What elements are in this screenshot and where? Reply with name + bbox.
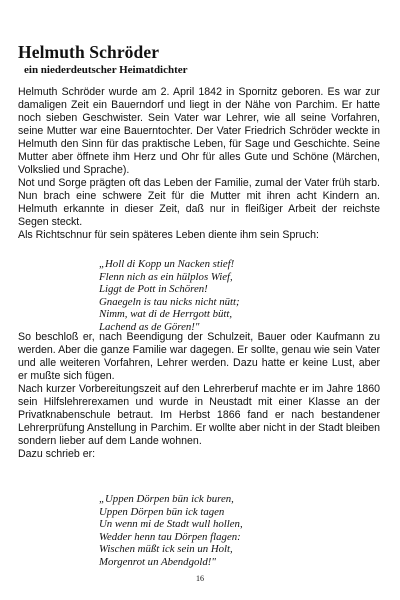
poem-line: Flenn nich as ein hülplos Wief,: [99, 270, 233, 283]
poem-line: Morgenrot un Abendgold!": [99, 555, 216, 568]
poem-line: Nimm, wat di de Herrgott bütt,: [99, 308, 233, 321]
poem-line: Gnaegeln is tau nicks nicht nütt;: [99, 295, 240, 308]
poem-line: „Holl di Kopp un Nacken stief!: [99, 258, 235, 270]
paragraph-poem-intro: Dazu schrieb er:: [18, 448, 96, 460]
poem-line: Wischen müßt ick sein un Holt,: [99, 543, 233, 556]
poem-line: Lachend as de Gören!": [99, 320, 200, 333]
paragraph-teacher-training: Nach kurzer Vorbereitungszeit auf den Lehrerberuf machte er im Jahre 1860 sein Hilfslehrerexamen und wurde in Neustadt mit einer Klasse an der Privatknabenschule betraut. Im Herbst 1866 fand er nach bestandener Lehrerprüfung Anstellung in Parchim. Er wollte aber nicht in der Stadt bleiben sondern lieber auf dem Lande wohnen.: [18, 383, 380, 447]
page-number: 16: [196, 574, 204, 583]
poem-village: [99, 493, 369, 569]
poem-line: Uppen Dörpen bün ick tagen: [99, 505, 225, 518]
paragraph-birth: Helmuth Schröder wurde am 2. April 1842 in Spornitz geboren. Es war zur damaligen Zeit ein Bauerndorf und liegt in der Nähe von Parchim. Er hatte noch sieben Geschwister. Sein Vater war Lehrer, wie all seine Vorfahren, seine Mutter war eine Bauerntochter. Der Vater Friedrich Schröder weckte in Helmuth den Sinn für das praktische Leben, für Sage und Geschichte. Seine Mutter aber öffnete ihm Herz und Ohr für alles Gute und Schöne (Märchen, Volkslied und Sprache).: [18, 86, 380, 176]
page-subtitle: ein niederdeutscher Heimatdichter: [24, 64, 188, 76]
paragraph-career-choice: So beschloß er, nach Beendigung der Schulzeit, Bauer oder Kaufmann zu werden. Aber die ganze Familie war dagegen. Er sollte, genau wie sein Vater und alle weiteren Vorfahren, Lehrer werden. Dazu hatte er keine Lust, aber er mußte sich fügen.: [18, 331, 380, 382]
poem-motto: [99, 258, 369, 334]
poem-line: Wedder henn tau Dörpen flagen:: [99, 530, 241, 543]
poem-line: Liggt de Pott in Schören!: [99, 283, 208, 296]
career-text: [18, 331, 380, 461]
poem-line: „Uppen Dörpen bün ick buren,: [99, 493, 234, 505]
intro-text: [18, 86, 380, 242]
page-title: Helmuth Schröder: [18, 42, 160, 62]
paragraph-motto-intro: Als Richtschnur für sein späteres Leben diente ihm sein Spruch:: [18, 229, 319, 241]
poem-line: Un wenn mi de Stadt wull hollen,: [99, 518, 243, 531]
paragraph-hardship: Not und Sorge prägten oft das Leben der Familie, zumal der Vater früh starb. Nun brach eine schwere Zeit für die Mutter mit ihren acht Kindern an. Helmuth erkannte in dieser Zeit, daß nur in fleißiger Arbeit der reichste Segen steckt.: [18, 177, 380, 228]
